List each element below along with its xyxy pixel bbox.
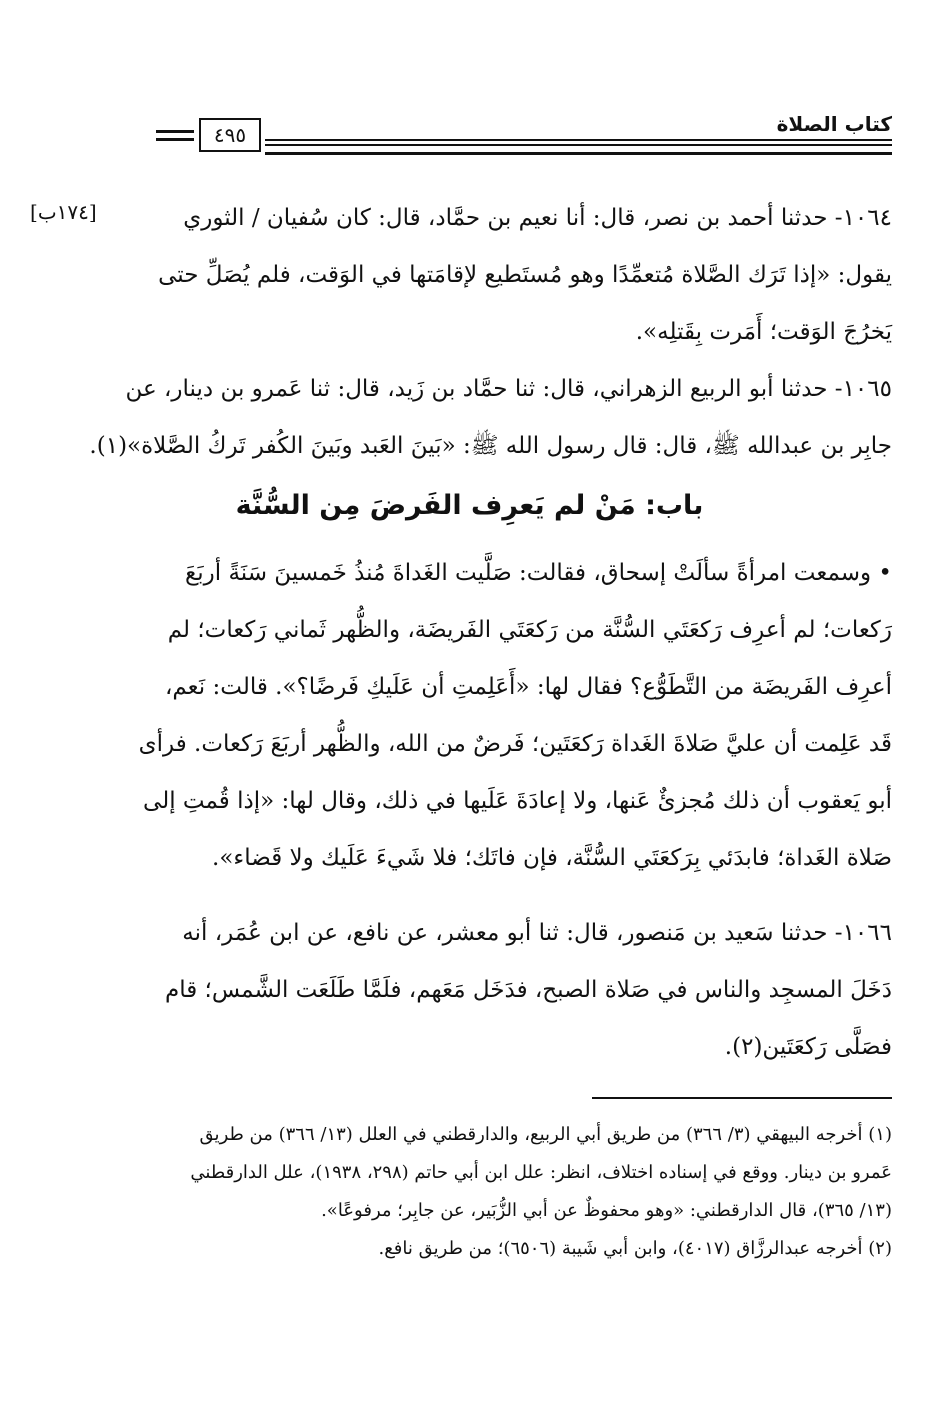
footnote-line: (١) أخرجه البيهقي (٣/ ٣٦٦) من طريق أبي الربيع، والدارقطني في العلل (١٣/ ٣٦٦) من طريق bbox=[199, 1124, 892, 1145]
header-rule bbox=[265, 139, 892, 141]
running-title: كتاب الصلاة bbox=[776, 112, 892, 136]
margin-folio-note: [١٧٤ب] bbox=[30, 200, 97, 224]
text-line: يَخرُجَ الوَقت؛ أَمَرت بِقَتلِه». bbox=[635, 319, 892, 345]
text-line: صَلاة الغَداة؛ فابدَئي بِرَكعَتَي السُّنَّة، فإن فاتَك؛ فلا شَيءَ عَلَيك ولا قَضاء». bbox=[212, 845, 892, 871]
text-line: أعرِف الفَريضَة من التَّطَوُّع؟ فقال لها: «أَعَلِمتِ أن عَلَيكِ فَرضًا؟». قالت: نَعم، bbox=[164, 674, 892, 700]
hadith-block-1 bbox=[89, 190, 892, 475]
hadith-block-2 bbox=[148, 905, 892, 1076]
text-line: ١٠٦٦- حدثنا سَعيد بن مَنصور، قال: ثنا أبو معشر، عن نافع، عن ابن عُمَر، أنه bbox=[182, 920, 892, 946]
text-line: رَكعات؛ لم أعرِف رَكعَتَي السُّنَّة من رَكعَتَي الفَريضَة، والظُّهر ثَماني رَكعات؛ لم bbox=[167, 617, 892, 643]
text-line: ١٠٦٤- حدثنا أحمد بن نصر، قال: أنا نعيم بن حمَّاد، قال: كان سُفيان / الثوري bbox=[183, 205, 892, 231]
footnote-separator bbox=[592, 1097, 892, 1099]
text-line: ١٠٦٥- حدثنا أبو الربيع الزهراني، قال: ثنا حمَّاد بن زَيد، قال: ثنا عَمرو بن دينار، عن bbox=[125, 376, 892, 402]
footnotes bbox=[148, 1116, 892, 1268]
text-line: فصَلَّى رَكعَتَين(٢). bbox=[724, 1034, 892, 1060]
page-number: ٤٩٥ bbox=[199, 118, 261, 152]
text-line: دَخَلَ المسجِد والناس في صَلاة الصبح، فدَخَل مَعَهم، فلَمَّا طَلَعَت الشَّمس؛ قام bbox=[164, 977, 892, 1003]
text-line: أبو يَعقوب أن ذلك مُجزئٌ عَنها، ولا إعادَةَ عَلَيها في ذلك، وقال لها: «إذا قُمتِ إلى bbox=[143, 788, 892, 814]
chapter-heading: باب: مَنْ لم يَعرِف الفَرضَ مِن السُّنَّة bbox=[235, 490, 704, 521]
footnote-line: عَمرو بن دينار. ووقع في إسناده اختلاف، انظر: علل ابن أبي حاتم (٢٩٨، ١٩٣٨)، علل الدارقطني bbox=[190, 1162, 892, 1183]
header-rule bbox=[265, 144, 892, 146]
header-rule bbox=[265, 152, 892, 155]
text-line: يقول: «إذا تَرَك الصَّلاة مُتعمِّدًا وهو مُستَطيع لإقامَتها في الوَقت، فلم يُصَلِّ حتى bbox=[158, 262, 892, 288]
text-line: قَد عَلِمت أن عليَّ صَلاةَ الغَداة رَكعَتَين؛ فَرضٌ من الله، والظُّهر أربَعَ رَكعات. فرأى bbox=[138, 731, 892, 757]
page-header bbox=[150, 108, 892, 164]
section-block bbox=[138, 545, 892, 887]
text-line: جابِر بن عبدالله ﷺ، قال: قال رسول الله ﷺ: «بَينَ العَبد وبَينَ الكُفر تَركُ الصَّلاة»(١). bbox=[89, 433, 892, 459]
header-rule bbox=[156, 138, 194, 141]
header-rule bbox=[156, 130, 194, 133]
footnote-line: (١٣/ ٣٦٥)، قال الدارقطني: «وهو محفوظٌ عن أبي الزُّبَير، عن جابِر؛ مرفوعًا». bbox=[321, 1200, 892, 1221]
footnote-line: (٢) أخرجه عبدالرزَّاق (٤٠١٧)، وابن أبي شَيبة (٦٥٠٦)؛ من طريق نافع. bbox=[378, 1238, 892, 1259]
text-line: • وسمعت امرأةً سألَتْ إسحاق، فقالت: صَلَّيت الغَداةَ مُنذُ خَمسينَ سَنَةً أربَعَ bbox=[185, 560, 892, 586]
